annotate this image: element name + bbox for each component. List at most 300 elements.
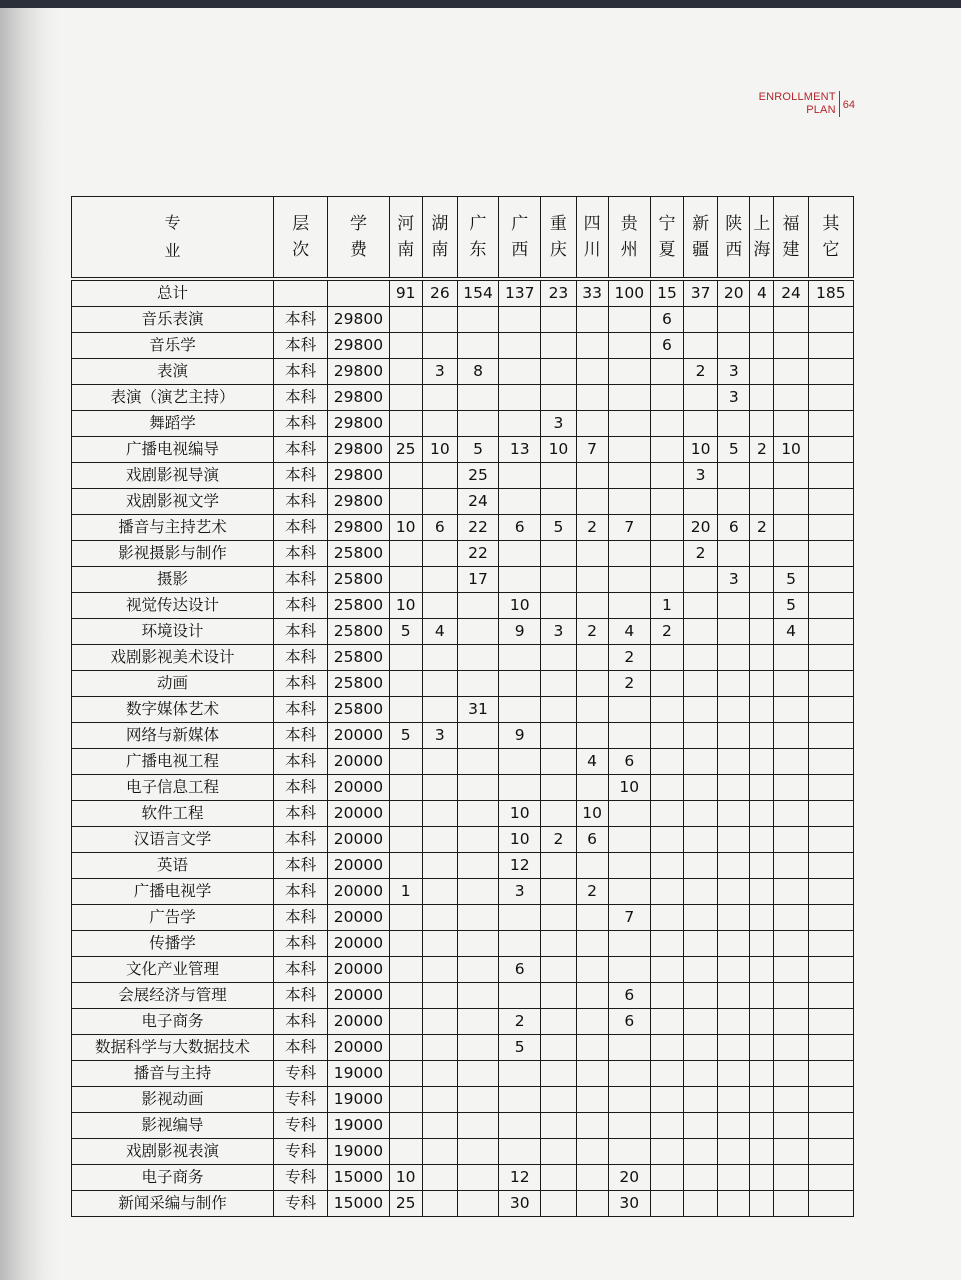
quota-cell: [457, 1061, 498, 1087]
quota-cell: [750, 853, 774, 879]
quota-cell: 2: [608, 645, 650, 671]
quota-cell: [684, 723, 718, 749]
quota-cell: [541, 697, 576, 723]
quota-cell: 30: [499, 1191, 541, 1217]
quota-cell: 7: [608, 905, 650, 931]
quota-cell: [684, 905, 718, 931]
quota-cell: [499, 333, 541, 359]
fee-cell: 25800: [328, 541, 389, 567]
quota-cell: [684, 853, 718, 879]
level-cell: 本科: [274, 1009, 328, 1035]
quota-cell: [457, 723, 498, 749]
quota-cell: [499, 359, 541, 385]
quota-cell: [718, 1061, 750, 1087]
quota-cell: [499, 385, 541, 411]
quota-cell: [808, 905, 853, 931]
quota-cell: [718, 801, 750, 827]
quota-cell: [576, 1165, 608, 1191]
quota-cell: [499, 671, 541, 697]
fee-cell: 29800: [328, 307, 389, 333]
quota-cell: [774, 463, 808, 489]
quota-cell: [684, 385, 718, 411]
quota-cell: [422, 957, 457, 983]
quota-cell: [608, 567, 650, 593]
quota-cell: [457, 983, 498, 1009]
quota-cell: [541, 931, 576, 957]
quota-cell: 7: [608, 515, 650, 541]
quota-cell: [457, 957, 498, 983]
total-fee-cell: [328, 281, 389, 307]
quota-cell: [457, 645, 498, 671]
quota-cell: [389, 957, 422, 983]
quota-cell: [576, 931, 608, 957]
table-row: [72, 1191, 854, 1217]
quota-cell: [650, 879, 683, 905]
table-row: [72, 671, 854, 697]
total-value: 33: [576, 281, 608, 307]
quota-cell: 8: [457, 359, 498, 385]
major-name: 摄影: [72, 567, 274, 593]
quota-cell: [422, 593, 457, 619]
quota-cell: [750, 697, 774, 723]
column-header: 学 费: [328, 197, 389, 278]
quota-cell: [422, 307, 457, 333]
quota-cell: 2: [650, 619, 683, 645]
quota-cell: [750, 1113, 774, 1139]
table-row: [72, 619, 854, 645]
quota-cell: 5: [718, 437, 750, 463]
quota-cell: [422, 1009, 457, 1035]
quota-cell: [718, 489, 750, 515]
level-cell: 专科: [274, 1165, 328, 1191]
page-binding-shadow: [0, 8, 60, 1280]
fee-cell: 19000: [328, 1113, 389, 1139]
quota-cell: [650, 983, 683, 1009]
quota-cell: 3: [541, 411, 576, 437]
quota-cell: [422, 775, 457, 801]
quota-cell: [774, 697, 808, 723]
quota-cell: [684, 1139, 718, 1165]
level-cell: 本科: [274, 333, 328, 359]
quota-cell: [808, 359, 853, 385]
quota-cell: 24: [457, 489, 498, 515]
quota-cell: [576, 567, 608, 593]
level-cell: 本科: [274, 1035, 328, 1061]
quota-cell: [457, 1035, 498, 1061]
level-cell: 本科: [274, 515, 328, 541]
quota-cell: [808, 463, 853, 489]
table-row: [72, 723, 854, 749]
quota-cell: [389, 307, 422, 333]
level-cell: 本科: [274, 983, 328, 1009]
quota-cell: [389, 1009, 422, 1035]
quota-cell: [684, 1087, 718, 1113]
quota-cell: [608, 1113, 650, 1139]
quota-cell: [684, 931, 718, 957]
quota-cell: [684, 593, 718, 619]
table-row: [72, 749, 854, 775]
major-name: 传播学: [72, 931, 274, 957]
quota-cell: [541, 853, 576, 879]
quota-cell: [541, 1009, 576, 1035]
level-cell: 本科: [274, 489, 328, 515]
table-row: [72, 359, 854, 385]
quota-cell: [389, 827, 422, 853]
quota-cell: [457, 385, 498, 411]
quota-cell: [608, 411, 650, 437]
quota-cell: [774, 1139, 808, 1165]
level-cell: 专科: [274, 1061, 328, 1087]
quota-cell: 3: [422, 359, 457, 385]
quota-cell: [389, 1035, 422, 1061]
major-name: 会展经济与管理: [72, 983, 274, 1009]
quota-cell: [684, 307, 718, 333]
header-line-1: ENROLLMENT: [758, 91, 836, 103]
quota-cell: [457, 879, 498, 905]
quota-cell: [808, 775, 853, 801]
quota-cell: [389, 463, 422, 489]
quota-cell: [808, 619, 853, 645]
quota-cell: [650, 515, 683, 541]
quota-cell: [576, 1009, 608, 1035]
quota-cell: [422, 671, 457, 697]
quota-cell: [541, 333, 576, 359]
quota-cell: [541, 1113, 576, 1139]
level-cell: 本科: [274, 385, 328, 411]
table-row: [72, 775, 854, 801]
quota-cell: [541, 1087, 576, 1113]
quota-cell: [774, 1113, 808, 1139]
quota-cell: [541, 1139, 576, 1165]
quota-cell: [457, 801, 498, 827]
quota-cell: 3: [499, 879, 541, 905]
column-header: 宁 夏: [650, 197, 683, 278]
major-name: 网络与新媒体: [72, 723, 274, 749]
top-bar: [0, 0, 961, 8]
quota-cell: 3: [684, 463, 718, 489]
column-header: 层 次: [274, 197, 328, 278]
quota-cell: [422, 1061, 457, 1087]
major-name: 环境设计: [72, 619, 274, 645]
table-row: [72, 1035, 854, 1061]
major-name: 音乐表演: [72, 307, 274, 333]
quota-cell: [541, 905, 576, 931]
quota-cell: [422, 333, 457, 359]
quota-cell: [774, 645, 808, 671]
quota-cell: [718, 1035, 750, 1061]
quota-cell: [389, 749, 422, 775]
major-name: 文化产业管理: [72, 957, 274, 983]
quota-cell: [750, 931, 774, 957]
quota-cell: [750, 463, 774, 489]
quota-cell: [808, 931, 853, 957]
quota-cell: 22: [457, 515, 498, 541]
quota-cell: [750, 359, 774, 385]
quota-cell: [457, 671, 498, 697]
quota-cell: [541, 723, 576, 749]
quota-cell: [650, 905, 683, 931]
level-cell: 专科: [274, 1113, 328, 1139]
table-row: [72, 983, 854, 1009]
fee-cell: 29800: [328, 333, 389, 359]
quota-cell: [541, 1035, 576, 1061]
quota-cell: [650, 827, 683, 853]
quota-cell: [808, 1139, 853, 1165]
quota-cell: [389, 853, 422, 879]
quota-cell: [499, 541, 541, 567]
table-row: [72, 931, 854, 957]
quota-cell: [457, 931, 498, 957]
quota-cell: [457, 1191, 498, 1217]
quota-cell: [750, 619, 774, 645]
quota-cell: [718, 1009, 750, 1035]
quota-cell: [422, 983, 457, 1009]
quota-cell: [457, 619, 498, 645]
quota-cell: [650, 1191, 683, 1217]
quota-cell: [808, 1087, 853, 1113]
quota-cell: [576, 671, 608, 697]
fee-cell: 20000: [328, 723, 389, 749]
quota-cell: [499, 1113, 541, 1139]
quota-cell: [650, 645, 683, 671]
quota-cell: [389, 385, 422, 411]
quota-cell: 2: [576, 515, 608, 541]
quota-cell: [774, 801, 808, 827]
quota-cell: [457, 853, 498, 879]
quota-cell: 6: [576, 827, 608, 853]
table-row: [72, 437, 854, 463]
quota-cell: 3: [718, 567, 750, 593]
quota-cell: [808, 489, 853, 515]
quota-cell: [684, 827, 718, 853]
quota-cell: 1: [650, 593, 683, 619]
quota-cell: 2: [541, 827, 576, 853]
fee-cell: 29800: [328, 437, 389, 463]
level-cell: 本科: [274, 827, 328, 853]
quota-cell: [718, 957, 750, 983]
quota-cell: 25: [457, 463, 498, 489]
quota-cell: [541, 385, 576, 411]
quota-cell: 6: [499, 515, 541, 541]
table-row: [72, 307, 854, 333]
quota-cell: [541, 567, 576, 593]
quota-cell: [576, 463, 608, 489]
table-row: [72, 645, 854, 671]
table-row: [72, 411, 854, 437]
quota-cell: 3: [718, 359, 750, 385]
quota-cell: [808, 567, 853, 593]
level-cell: 本科: [274, 957, 328, 983]
quota-cell: [684, 567, 718, 593]
quota-cell: 10: [499, 827, 541, 853]
quota-cell: 10: [774, 437, 808, 463]
quota-cell: [499, 307, 541, 333]
quota-cell: [608, 1139, 650, 1165]
quota-cell: [499, 567, 541, 593]
quota-cell: [750, 801, 774, 827]
quota-cell: 6: [608, 749, 650, 775]
quota-cell: [808, 1009, 853, 1035]
quota-cell: [608, 723, 650, 749]
quota-cell: [499, 905, 541, 931]
quota-cell: [750, 1061, 774, 1087]
quota-cell: [541, 463, 576, 489]
quota-cell: [774, 1087, 808, 1113]
quota-cell: [576, 1087, 608, 1113]
quota-cell: [422, 385, 457, 411]
table-row: [72, 567, 854, 593]
quota-cell: [541, 671, 576, 697]
major-name: 影视编导: [72, 1113, 274, 1139]
quota-cell: [422, 905, 457, 931]
quota-cell: 10: [684, 437, 718, 463]
quota-cell: [541, 957, 576, 983]
quota-cell: [389, 333, 422, 359]
quota-cell: [774, 333, 808, 359]
quota-cell: 10: [389, 515, 422, 541]
quota-cell: [684, 489, 718, 515]
quota-cell: [422, 1165, 457, 1191]
quota-cell: [808, 411, 853, 437]
quota-cell: [718, 931, 750, 957]
quota-cell: [718, 697, 750, 723]
quota-cell: [808, 1061, 853, 1087]
quota-cell: [457, 827, 498, 853]
quota-cell: [541, 489, 576, 515]
quota-cell: [808, 957, 853, 983]
quota-cell: [808, 1165, 853, 1191]
major-name: 汉语言文学: [72, 827, 274, 853]
header-line-2: PLAN: [806, 104, 836, 116]
quota-cell: 2: [750, 515, 774, 541]
quota-cell: [576, 1061, 608, 1087]
quota-cell: [718, 1139, 750, 1165]
quota-cell: [650, 749, 683, 775]
quota-cell: 4: [774, 619, 808, 645]
quota-cell: [650, 437, 683, 463]
quota-cell: 25: [389, 437, 422, 463]
quota-cell: [684, 801, 718, 827]
quota-cell: [389, 983, 422, 1009]
header-divider: [839, 91, 840, 117]
total-value: 23: [541, 281, 576, 307]
quota-cell: 20: [684, 515, 718, 541]
quota-cell: [684, 1165, 718, 1191]
quota-cell: [389, 801, 422, 827]
quota-cell: [457, 411, 498, 437]
fee-cell: 25800: [328, 567, 389, 593]
quota-cell: [750, 1165, 774, 1191]
quota-cell: [499, 411, 541, 437]
table-row: [72, 541, 854, 567]
table-row: [72, 489, 854, 515]
total-value: 4: [750, 281, 774, 307]
quota-cell: [750, 411, 774, 437]
quota-cell: [750, 671, 774, 697]
quota-cell: [774, 1009, 808, 1035]
quota-cell: [774, 1035, 808, 1061]
quota-cell: [541, 1165, 576, 1191]
quota-cell: [422, 1087, 457, 1113]
quota-cell: [718, 593, 750, 619]
quota-cell: [608, 463, 650, 489]
level-cell: 本科: [274, 775, 328, 801]
quota-cell: [576, 1139, 608, 1165]
quota-cell: [650, 1035, 683, 1061]
quota-cell: [608, 801, 650, 827]
quota-cell: [718, 749, 750, 775]
quota-cell: [541, 307, 576, 333]
quota-cell: [774, 385, 808, 411]
quota-cell: [684, 775, 718, 801]
quota-cell: [750, 541, 774, 567]
major-name: 戏剧影视美术设计: [72, 645, 274, 671]
quota-cell: [684, 957, 718, 983]
quota-cell: [576, 333, 608, 359]
quota-cell: 6: [718, 515, 750, 541]
enrollment-table: [71, 196, 854, 1217]
quota-cell: [541, 749, 576, 775]
quota-cell: 5: [389, 619, 422, 645]
quota-cell: [422, 645, 457, 671]
quota-cell: [650, 463, 683, 489]
level-cell: 本科: [274, 437, 328, 463]
quota-cell: [608, 333, 650, 359]
quota-cell: [457, 1165, 498, 1191]
table-row: [72, 1009, 854, 1035]
major-name: 舞蹈学: [72, 411, 274, 437]
quota-cell: [774, 905, 808, 931]
quota-cell: [389, 411, 422, 437]
table-row: [72, 463, 854, 489]
quota-cell: [422, 489, 457, 515]
fee-cell: 20000: [328, 1009, 389, 1035]
quota-cell: [422, 1139, 457, 1165]
quota-cell: [650, 931, 683, 957]
quota-cell: 2: [608, 671, 650, 697]
quota-cell: [650, 541, 683, 567]
quota-cell: [608, 437, 650, 463]
quota-cell: [422, 1113, 457, 1139]
quota-cell: [608, 827, 650, 853]
column-header: 四 川: [576, 197, 608, 278]
quota-cell: [541, 775, 576, 801]
quota-cell: 9: [499, 723, 541, 749]
quota-cell: [608, 697, 650, 723]
fee-cell: 20000: [328, 827, 389, 853]
quota-cell: [750, 1139, 774, 1165]
quota-cell: [422, 463, 457, 489]
quota-cell: 6: [650, 333, 683, 359]
level-cell: 本科: [274, 645, 328, 671]
quota-cell: [457, 775, 498, 801]
quota-cell: [576, 385, 608, 411]
quota-cell: [684, 619, 718, 645]
quota-cell: [808, 671, 853, 697]
quota-cell: [541, 359, 576, 385]
quota-cell: [650, 1165, 683, 1191]
fee-cell: 20000: [328, 853, 389, 879]
quota-cell: [718, 541, 750, 567]
quota-cell: 2: [576, 619, 608, 645]
level-cell: 本科: [274, 541, 328, 567]
major-name: 表演（演艺主持）: [72, 385, 274, 411]
major-name: 英语: [72, 853, 274, 879]
quota-cell: [750, 1035, 774, 1061]
quota-cell: 4: [576, 749, 608, 775]
fee-cell: 20000: [328, 905, 389, 931]
table-row: [72, 827, 854, 853]
